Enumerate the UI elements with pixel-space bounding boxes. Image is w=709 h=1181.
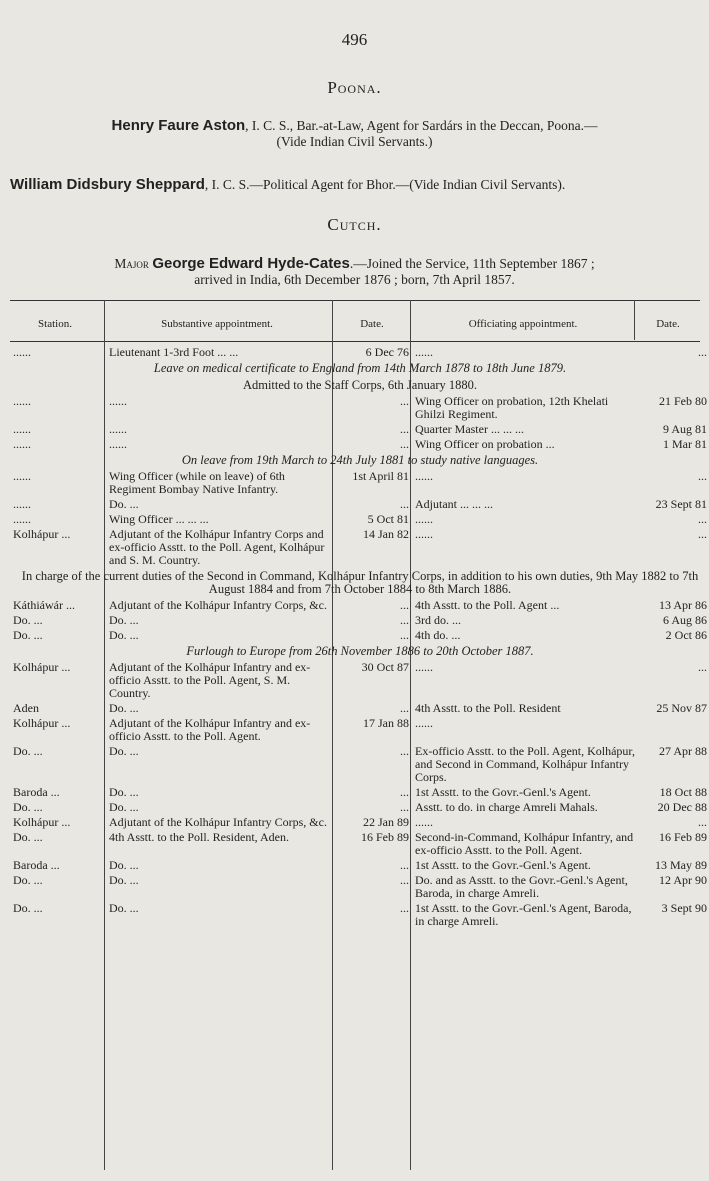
- cell-date: 17 Jan 88: [363, 716, 409, 730]
- cell-date: ...: [400, 437, 409, 451]
- cell-station: Kolhápur ...: [13, 716, 71, 730]
- span-note: On leave from 19th March to 24th July 1881 to study native languages.: [181, 453, 539, 467]
- cell-substantive: Do. ...: [109, 497, 139, 511]
- cell-officiating-date: 2 Oct 86: [665, 628, 707, 642]
- cell-officiating: 4th Asstt. to the Poll. Agent ...: [415, 598, 560, 612]
- cell-substantive: Adjutant of the Kolhápur Infantry Corps, &c.: [109, 815, 327, 829]
- cell-date: 16 Feb 89: [361, 830, 409, 844]
- cell-substantive: Do. ...: [109, 744, 139, 758]
- cell-officiating: Quarter Master ... ... ...: [415, 422, 524, 436]
- cell-substantive: Lieutenant 1-3rd Foot ... ...: [109, 345, 239, 359]
- cell-officiating-date: 18 Oct 88: [659, 785, 707, 799]
- cell-officiating: 1st Asstt. to the Govr.-Genl.'s Agent.: [415, 785, 591, 799]
- cell-substantive: Adjutant of the Kolhápur Infantry Corps and ex-officio Asstt. to the Poll. Agent, Kolhápur and S. M. Country.: [109, 527, 325, 567]
- header-station: Station.: [38, 318, 72, 330]
- cell-station: Káthiáwár ...: [13, 598, 75, 612]
- cell-date: ...: [400, 613, 409, 627]
- cell-officiating: ......: [415, 469, 433, 483]
- cell-officiating: ......: [415, 660, 433, 674]
- table-row: [10, 716, 709, 744]
- entry-cates-name: George Edward Hyde-Cates: [152, 255, 350, 272]
- page-number: 496: [341, 30, 368, 49]
- service-record-table: [10, 345, 709, 929]
- cell-officiating: Adjutant ... ... ...: [415, 497, 493, 511]
- table-top-rule: [10, 300, 700, 301]
- table-header-rule: [10, 341, 700, 342]
- cell-substantive: ......: [109, 422, 127, 436]
- entry-sheppard-name: William Didsbury Sheppard: [10, 176, 205, 193]
- cell-substantive: Do. ...: [109, 628, 139, 642]
- cell-station: Do. ...: [13, 628, 43, 642]
- cell-date: 30 Oct 87: [361, 660, 409, 674]
- cell-date: ...: [400, 744, 409, 758]
- cell-officiating: ......: [415, 527, 433, 541]
- cell-officiating-date: 23 Sept 81: [655, 497, 707, 511]
- cell-date: 1st April 81: [352, 469, 409, 483]
- cell-substantive: ......: [109, 437, 127, 451]
- cell-substantive: Adjutant of the Kolhápur Infantry and ex-officio Asstt. to the Poll. Agent.: [109, 716, 311, 743]
- table-row: [10, 701, 709, 716]
- entry-cates: [0, 256, 709, 271]
- table-row: [10, 858, 709, 873]
- table-row: [10, 785, 709, 800]
- entry-aston-name: Henry Faure Aston: [111, 117, 246, 134]
- table-span-row: [10, 452, 709, 469]
- cell-station: Do. ...: [13, 873, 43, 887]
- table-row: [10, 613, 709, 628]
- cell-station: ......: [13, 394, 31, 408]
- header-substantive: Substantive appointment.: [161, 318, 273, 330]
- cell-officiating: 1st Asstt. to the Govr.-Genl.'s Agent, Baroda, in charge Amreli.: [415, 901, 632, 928]
- cell-date: ...: [400, 873, 409, 887]
- table-row: [10, 800, 709, 815]
- table-row: [10, 660, 709, 701]
- span-note: Furlough to Europe from 26th November 1886 to 20th October 1887.: [186, 644, 534, 658]
- table-row: [10, 598, 709, 613]
- cell-substantive: Do. ...: [109, 701, 139, 715]
- cell-substantive: Do. ...: [109, 858, 139, 872]
- table-row: [10, 422, 709, 437]
- cell-date: ...: [400, 598, 409, 612]
- section-heading-poona: Poona.: [327, 78, 382, 97]
- entry-aston-note: (Vide Indian Civil Servants.): [276, 134, 433, 149]
- span-note: Leave on medical certificate to England from 14th March 1878 to 18th June 1879.: [153, 361, 567, 375]
- cell-officiating-date: 27 Apr 88: [659, 744, 707, 758]
- cell-substantive: Wing Officer ... ... ...: [109, 512, 209, 526]
- cell-date: ...: [400, 497, 409, 511]
- cell-substantive: Do. ...: [109, 785, 139, 799]
- entry-aston: [0, 118, 709, 133]
- table-row: [10, 497, 709, 512]
- entry-cates-rank: Major: [114, 256, 149, 271]
- table-row: [10, 830, 709, 858]
- table-row: [10, 815, 709, 830]
- cell-substantive: Do. ...: [109, 613, 139, 627]
- table-span-row: [10, 360, 709, 377]
- span-note: Admitted to the Staff Corps, 6th January 1880.: [242, 378, 478, 392]
- cell-station: Baroda ...: [13, 785, 60, 799]
- header-officiating: Officiating appointment.: [468, 318, 578, 330]
- cell-date: ...: [400, 422, 409, 436]
- header-date: Date.: [360, 318, 384, 330]
- cell-date: ...: [400, 394, 409, 408]
- cell-officiating: 4th Asstt. to the Poll. Resident: [415, 701, 561, 715]
- cell-officiating: Wing Officer on probation, 12th Khelati Ghilzi Regiment.: [415, 394, 609, 421]
- section-heading-cutch: Cutch.: [327, 215, 382, 234]
- cell-officiating-date: 12 Apr 90: [659, 873, 707, 887]
- table-row: [10, 901, 709, 929]
- cell-station: ......: [13, 497, 31, 511]
- cell-officiating-date: 13 May 89: [655, 858, 707, 872]
- cell-date: ...: [400, 785, 409, 799]
- cell-officiating-date: ...: [698, 527, 707, 541]
- cell-date: ...: [400, 800, 409, 814]
- cell-officiating: ......: [415, 512, 433, 526]
- cell-officiating: Ex-officio Asstt. to the Poll. Agent, Kolhápur, and Second in Command, Kolhápur Infantry Corps.: [415, 744, 635, 784]
- cell-officiating: Do. and as Asstt. to the Govr.-Genl.'s Agent, Baroda, in charge Amreli.: [415, 873, 628, 900]
- table-row: [10, 744, 709, 785]
- cell-officiating: ......: [415, 345, 433, 359]
- cell-officiating-date: ...: [698, 815, 707, 829]
- table-row: [10, 469, 709, 497]
- cell-officiating: Asstt. to do. in charge Amreli Mahals.: [415, 800, 598, 814]
- table-row: [10, 345, 709, 360]
- cell-date: 14 Jan 82: [363, 527, 409, 541]
- cell-substantive: Do. ...: [109, 800, 139, 814]
- cell-station: ......: [13, 469, 31, 483]
- cell-officiating-date: 20 Dec 88: [657, 800, 707, 814]
- table-row: [10, 437, 709, 452]
- cell-officiating-date: 3 Sept 90: [661, 901, 707, 915]
- cell-station: ......: [13, 422, 31, 436]
- cell-officiating-date: 25 Nov 87: [656, 701, 707, 715]
- cell-officiating-date: 16 Feb 89: [659, 830, 707, 844]
- table-span-row: [10, 643, 709, 660]
- table-row: [10, 527, 709, 568]
- cell-officiating: Wing Officer on probation ...: [415, 437, 555, 451]
- cell-officiating: ......: [415, 716, 433, 730]
- cell-date: 6 Dec 76: [365, 345, 409, 359]
- cell-station: Aden: [13, 701, 39, 715]
- cell-substantive: 4th Asstt. to the Poll. Resident, Aden.: [109, 830, 290, 844]
- cell-officiating: ......: [415, 815, 433, 829]
- cell-officiating-date: [638, 716, 709, 744]
- entry-sheppard-text: , I. C. S.—Political Agent for Bhor.—(Vide Indian Civil Servants).: [204, 177, 566, 192]
- cell-station: Do. ...: [13, 901, 43, 915]
- table-span-row: [10, 568, 709, 598]
- cell-station: Do. ...: [13, 830, 43, 844]
- cell-officiating: 4th do. ...: [415, 628, 461, 642]
- cell-substantive: Do. ...: [109, 901, 139, 915]
- cell-officiating-date: 13 Apr 86: [659, 598, 707, 612]
- cell-officiating-date: ...: [698, 512, 707, 526]
- span-note: In charge of the current duties of the Second in Command, Kolhápur Infantry Corps, in addition to his own duties, 9th May 1882 to 7th August 1884 and from 7th October 1884 to 8th March 1886.: [21, 569, 699, 596]
- entry-cates-line2: arrived in India, 6th December 1876 ; born, 7th April 1857.: [194, 272, 515, 287]
- table-row: [10, 873, 709, 901]
- column-rule-4: [634, 300, 635, 340]
- table-span-row: [10, 377, 709, 394]
- cell-officiating-date: 6 Aug 86: [662, 613, 707, 627]
- table-row: [10, 628, 709, 643]
- cell-station: ......: [13, 345, 31, 359]
- cell-substantive: Wing Officer (while on leave) of 6th Regiment Bombay Native Infantry.: [109, 469, 285, 496]
- cell-date: 22 Jan 89: [363, 815, 409, 829]
- entry-sheppard: [10, 177, 700, 192]
- cell-station: Do. ...: [13, 613, 43, 627]
- cell-date: ...: [400, 858, 409, 872]
- cell-officiating-date: 21 Feb 80: [659, 394, 707, 408]
- cell-station: Baroda ...: [13, 858, 60, 872]
- cell-substantive: Do. ...: [109, 873, 139, 887]
- cell-officiating-date: 9 Aug 81: [662, 422, 707, 436]
- table-row: [10, 512, 709, 527]
- entry-cates-text: .—Joined the Service, 11th September 1867 ;: [349, 256, 595, 271]
- cell-station: ......: [13, 437, 31, 451]
- cell-station: Kolhápur ...: [13, 660, 71, 674]
- cell-officiating-date: ...: [698, 660, 707, 674]
- cell-officiating-date: 1 Mar 81: [663, 437, 707, 451]
- cell-date: 5 Oct 81: [367, 512, 409, 526]
- cell-station: Kolhápur ...: [13, 527, 71, 541]
- cell-date: ...: [400, 701, 409, 715]
- cell-station: Do. ...: [13, 744, 43, 758]
- cell-officiating: 1st Asstt. to the Govr.-Genl.'s Agent.: [415, 858, 591, 872]
- cell-station: ......: [13, 512, 31, 526]
- cell-station: Do. ...: [13, 800, 43, 814]
- cell-station: Kolhápur ...: [13, 815, 71, 829]
- cell-date: ...: [400, 628, 409, 642]
- cell-officiating-date: ...: [698, 345, 707, 359]
- cell-date: ...: [400, 901, 409, 915]
- cell-officiating: 3rd do. ...: [415, 613, 461, 627]
- header-officiating-date: Date.: [656, 318, 680, 330]
- cell-officiating-date: ...: [698, 469, 707, 483]
- cell-officiating: Second-in-Command, Kolhápur Infantry, and ex-officio Asstt. to the Poll. Agent.: [415, 830, 634, 857]
- cell-substantive: ......: [109, 394, 127, 408]
- table-row: [10, 394, 709, 422]
- cell-substantive: Adjutant of the Kolhápur Infantry Corps, &c.: [109, 598, 327, 612]
- entry-aston-text: , I. C. S., Bar.-at-Law, Agent for Sardárs in the Deccan, Poona.—: [245, 118, 598, 133]
- cell-substantive: Adjutant of the Kolhápur Infantry and ex-officio Asstt. to the Poll. Agent, S. M. Country.: [109, 660, 311, 700]
